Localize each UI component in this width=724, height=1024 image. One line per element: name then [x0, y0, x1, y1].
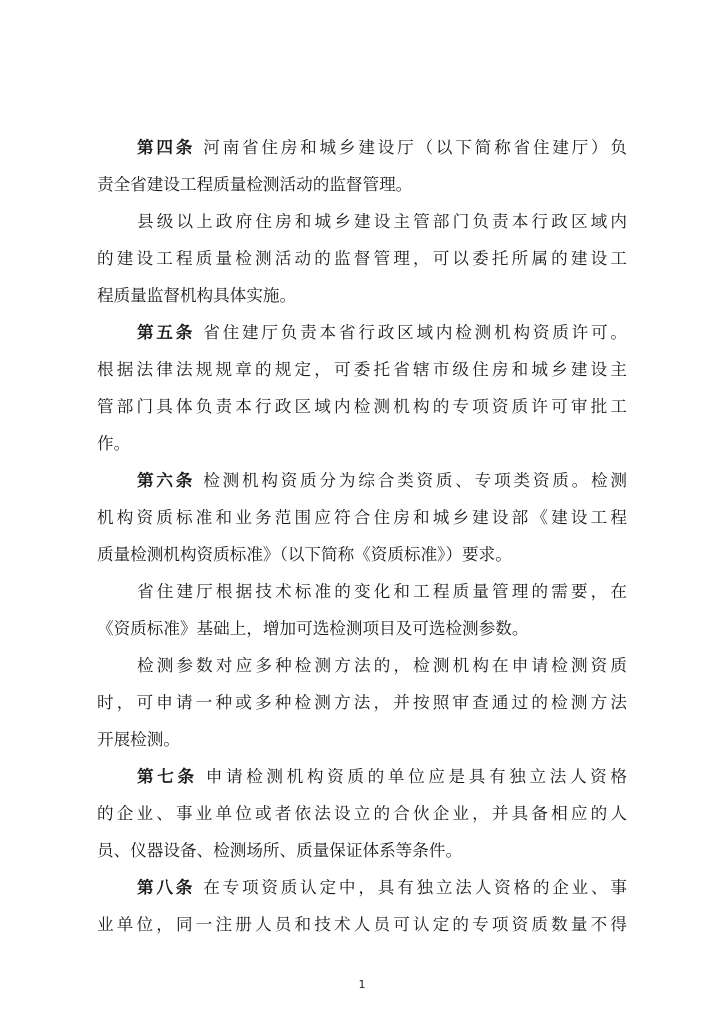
paragraph-line	[97, 168, 627, 202]
paragraph-line	[97, 353, 627, 387]
article-heading: 第六条	[137, 471, 196, 490]
paragraph-line	[97, 390, 627, 424]
line-text: 时，可申请一种或多种检测方法，并按照审查通过的检测方法	[97, 693, 627, 712]
paragraph-line	[137, 131, 627, 165]
paragraph-line	[137, 871, 627, 905]
line-text: 质量检测机构资质标准》（以下简称《资质标准》）要求。	[97, 545, 512, 564]
paragraph-line	[97, 279, 627, 313]
article-heading: 第八条	[137, 878, 196, 897]
paragraph-line	[97, 501, 627, 535]
line-text: 程质量监督机构具体实施。	[97, 286, 297, 305]
paragraph-line	[97, 834, 627, 868]
paragraph-line	[137, 464, 627, 498]
article-heading: 第四条	[137, 138, 196, 157]
line-text: 的企业、事业单位或者依法设立的合伙企业，并具备相应的人	[97, 804, 627, 823]
line-text: 业单位，同一注册人员和技术人员可认定的专项资质数量不得	[97, 915, 627, 934]
line-text: 《资质标准》基础上，增加可选检测项目及可选检测参数。	[97, 619, 529, 638]
line-text: 检测参数对应多种检测方法的，检测机构在申请检测资质	[137, 656, 627, 675]
line-text: 作。	[97, 434, 131, 453]
paragraph-line	[137, 760, 627, 794]
line-text: 根据法律法规规章的规定，可委托省辖市级住房和城乡建设主	[97, 360, 627, 379]
article-heading: 第五条	[137, 323, 196, 342]
paragraph-line	[137, 575, 627, 609]
page-number: 1	[358, 978, 366, 991]
line-text: 河南省住房和城乡建设厅（以下简称省住建厅）负	[203, 138, 628, 157]
paragraph-line	[97, 908, 627, 942]
line-text: 开展检测。	[97, 730, 180, 749]
line-text: 检测机构资质分为综合类资质、专项类资质。检测	[203, 471, 628, 490]
paragraph-line	[137, 316, 627, 350]
line-text: 在专项资质认定中，具有独立法人资格的企业、事	[203, 878, 628, 897]
paragraph-line	[97, 612, 627, 646]
paragraph-line	[97, 427, 627, 461]
line-text: 省住建厅根据技术标准的变化和工程质量管理的需要，在	[137, 582, 627, 601]
paragraph-line	[97, 797, 627, 831]
paragraph-line	[97, 538, 627, 572]
line-text: 责全省建设工程质量检测活动的监督管理。	[97, 175, 413, 194]
paragraph-line	[97, 242, 627, 276]
line-text: 的建设工程质量检测活动的监督管理，可以委托所属的建设工	[97, 249, 627, 268]
paragraph-line	[137, 649, 627, 683]
line-text: 省住建厅负责本省行政区域内检测机构资质许可。	[203, 323, 628, 342]
line-text: 机构资质标准和业务范围应符合住房和城乡建设部《建设工程	[97, 508, 627, 527]
paragraph-line	[97, 723, 627, 757]
line-text: 管部门具体负责本行政区域内检测机构的专项资质许可审批工	[97, 397, 627, 416]
line-text: 申请检测机构资质的单位应是具有独立法人资格	[205, 767, 628, 786]
line-text: 员、仪器设备、检测场所、质量保证体系等条件。	[97, 841, 463, 860]
paragraph-line	[97, 686, 627, 720]
article-heading: 第七条	[137, 767, 198, 786]
paragraph-line	[137, 205, 627, 239]
line-text: 县级以上政府住房和城乡建设主管部门负责本行政区域内	[137, 212, 627, 231]
